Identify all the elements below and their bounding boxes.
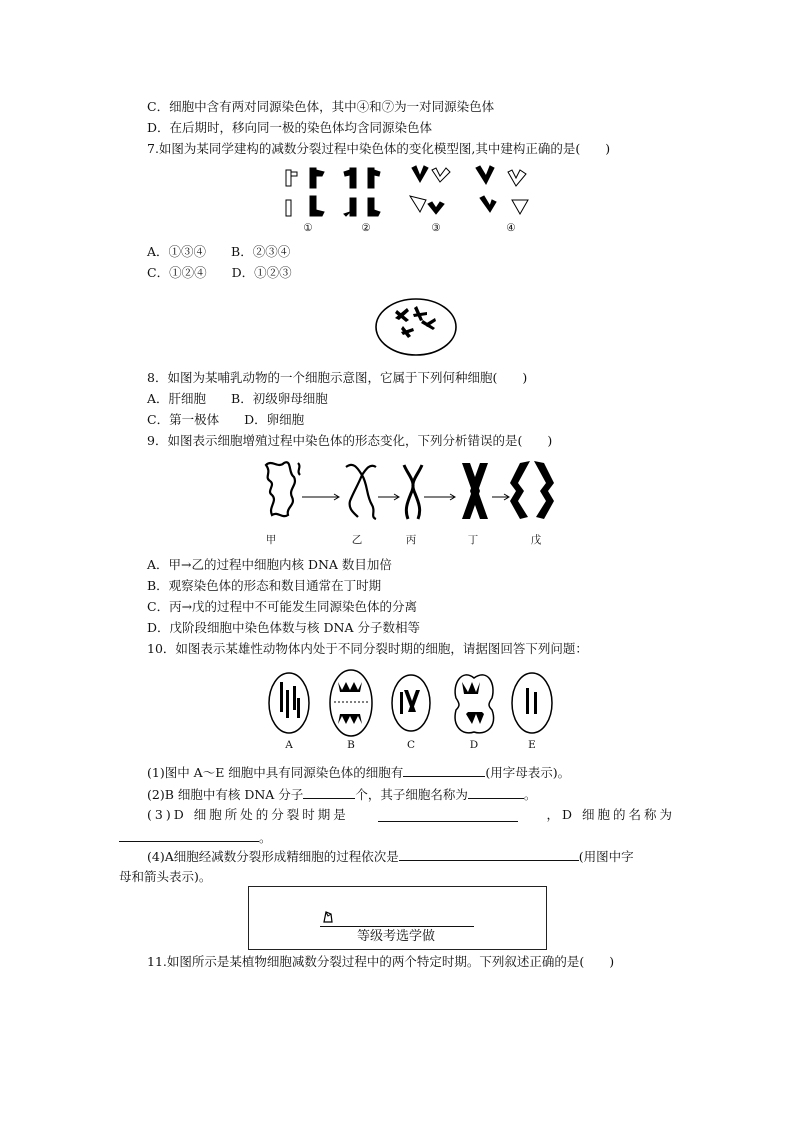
q10-part1-blank[interactable] (403, 764, 485, 777)
q6-option-c: C．细胞中含有两对同源染色体，其中④和⑦为一对同源染色体 (147, 99, 495, 114)
q9-option-c: C．丙→戊的过程中不可能发生同源染色体的分离 (147, 599, 418, 614)
q9-label-ding: 丁 (467, 534, 479, 546)
q10-label-c: C (406, 739, 416, 751)
q10-part4-text: (4)A细胞经减数分裂形成精细胞的过程依次是 (147, 849, 399, 864)
q9-label-wu: 戊 (530, 534, 542, 546)
q8-cell-figure (373, 296, 459, 358)
q10-part3-blank-cellname[interactable] (119, 829, 259, 842)
q9-label-yi: 乙 (351, 534, 363, 546)
q10-part4-cont: 母和箭头表示)。 (119, 869, 212, 884)
q11-stem: 11.如图所示是某植物细胞减数分裂过程中的两个特定时期。下列叙述正确的是( ) (147, 954, 615, 969)
q10-label-e: E (528, 739, 536, 751)
q8-stem: 8．如图为某哺乳动物的一个细胞示意图，它属于下列何种细胞( ) (147, 370, 528, 385)
q9-stem: 9．如图表示细胞增殖过程中染色体的形态变化，下列分析错误的是( ) (147, 433, 553, 448)
q10-part2-mid: 个，其子细胞名称为 (355, 787, 468, 802)
q9-label-bing: 丙 (405, 534, 417, 546)
q10-part4 (147, 848, 634, 865)
q7-label-1: ① (303, 222, 313, 234)
q9-option-b: B．观察染色体的形态和数目通常在丁时期 (147, 578, 382, 593)
q10-part3-text: (3)D 细胞所处的分裂时期是 (147, 807, 349, 822)
q10-label-d: D (469, 739, 479, 751)
q10-cells-figure (266, 668, 556, 738)
q10-label-a: A (285, 739, 293, 751)
q10-part1-text: (1)图中 A～E 细胞中具有同源染色体的细胞有 (147, 765, 404, 780)
q10-part4-suffix: (用图中字 (578, 849, 634, 864)
q10-part1-suffix: (用字母表示)。 (485, 765, 571, 780)
q10-part3-blank-phase[interactable] (378, 809, 518, 822)
q10-part2-blank-name[interactable] (468, 786, 524, 799)
q7-label-3: ③ (431, 222, 441, 234)
q9-option-d: D．戊阶段细胞中染色体数与核 DNA 分子数相等 (147, 620, 420, 635)
q7-label-4: ④ (506, 222, 516, 234)
q9-option-a: A．甲→乙的过程中细胞内核 DNA 数目加倍 (147, 557, 392, 572)
q10-stem: 10．如图表示某雄性动物体内处于不同分裂时期的细胞，请据图回答下列问题： (147, 641, 588, 656)
q6-option-d: D．在后期时，移向同一极的染色体均含同源染色体 (147, 120, 433, 135)
q10-part3 (147, 807, 675, 823)
q9-chromosome-morphology-figure (258, 455, 554, 527)
q7-stem: 7.如图为某同学建构的减数分裂过程中染色体的变化模型图,其中建构正确的是( ) (147, 141, 611, 156)
q8-options-cd: C．第一极体 D．卵细胞 (147, 412, 305, 427)
q10-label-b: B (347, 739, 355, 751)
q7-label-2: ② (361, 222, 371, 234)
q10-part1 (147, 764, 570, 781)
banner-underline (320, 926, 474, 927)
banner-title: 等级考选学做 (357, 929, 436, 944)
pencil-icon (322, 910, 334, 924)
q10-part3-cont (119, 829, 272, 846)
q9-label-jia: 甲 (265, 534, 277, 546)
q10-part3-end: 。 (259, 830, 272, 845)
q10-part2-end: 。 (523, 787, 537, 802)
q10-part2-blank-count[interactable] (303, 786, 355, 799)
q8-options-ab: A．肝细胞 B．初级卵母细胞 (147, 391, 328, 406)
q7-options-cd: C．①②④ D．①②③ (147, 265, 292, 280)
q10-part4-blank[interactable] (399, 848, 579, 861)
q10-part3-mid: ，D 细胞的名称为 (546, 807, 675, 822)
q7-chromosome-models-figure (280, 160, 550, 222)
q10-part2-text: (2)B 细胞中有核 DNA 分子 (147, 787, 304, 802)
q7-options-ab: A．①③④ B．②③④ (147, 244, 291, 259)
q10-part2 (147, 786, 536, 803)
